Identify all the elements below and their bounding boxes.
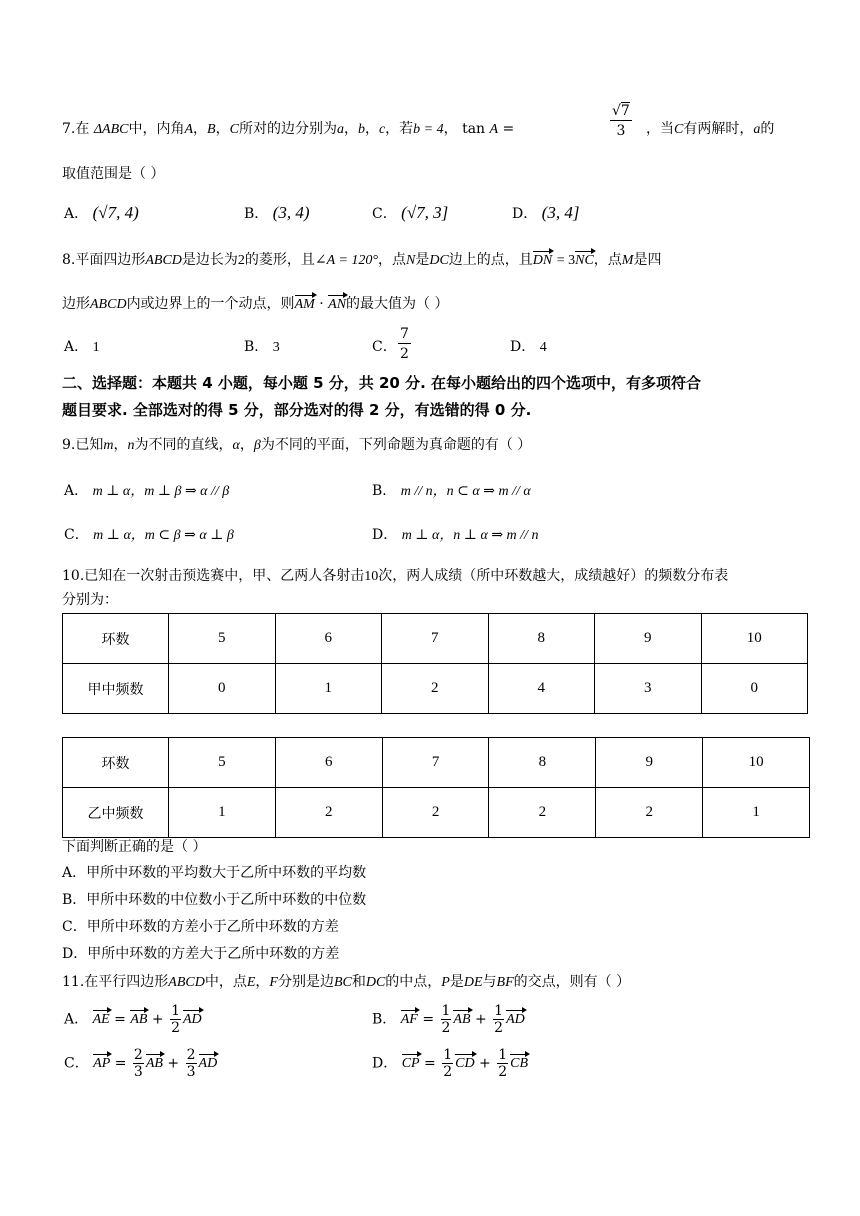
freq-table-jia — [62, 613, 808, 714]
table-cell: 8 — [488, 614, 595, 664]
q9-option-d: D． m ⊥ α，n ⊥ α ⇒ m // n — [372, 527, 539, 543]
table-cell: 9 — [595, 614, 702, 664]
q7-option-d: D． (3, 4] — [512, 203, 580, 222]
q8-stem-line2: 边形ABCD内或边界上的一个动点，则AM · AN的最大值为（ ） — [62, 296, 449, 312]
table-cell: 7 — [382, 738, 489, 788]
fraction: $\frac{1}{2}$ — [171, 1003, 180, 1037]
table-cell: 10 — [703, 738, 810, 788]
q8-option-d: D． 4 — [510, 339, 547, 355]
table-cell: 2 — [489, 788, 596, 838]
table-row — [63, 664, 808, 714]
table-cell: 6 — [275, 738, 382, 788]
vector-dn: DN — [532, 253, 553, 268]
table-cell: 7 — [382, 614, 489, 664]
table-cell: 8 — [489, 738, 596, 788]
table-cell: 2 — [275, 788, 382, 838]
q10-prompt: 下面判断正确的是（ ） — [62, 839, 207, 855]
q7-stem-line2: 取值范围是（ ） — [62, 166, 165, 182]
table-cell: 环数 — [63, 738, 169, 788]
fraction: $\frac{1}{2}$ — [494, 1003, 504, 1037]
table-cell: 乙中频数 — [63, 788, 169, 838]
table-cell: 1 — [169, 788, 276, 838]
table-cell: 2 — [382, 788, 489, 838]
q11-option-c: C． AP = $\frac{2}{3}$ AB + $\frac{2}{3}$ AD — [64, 1047, 218, 1081]
freq-table-yi — [62, 737, 810, 838]
fraction: $\frac{2}{3}$ — [133, 1047, 143, 1081]
table-cell: 1 — [275, 664, 382, 714]
q8-option-a: A． 1 — [64, 339, 100, 355]
q11-option-b: B． AF = $\frac{1}{2}$ AB + $\frac{1}{2}$ AD — [372, 1003, 525, 1037]
fraction: $\frac{2}{3}$ — [186, 1047, 196, 1081]
q10-stem-line2: 分别为： — [62, 592, 118, 608]
table-cell: 环数 — [63, 614, 169, 664]
q11-option-d: D． CP = $\frac{1}{2}$ CD + $\frac{1}{2}$ CB — [372, 1047, 529, 1081]
table-cell: 2 — [382, 664, 489, 714]
q7-option-a: A． (√7, 4) — [64, 203, 139, 222]
q7-option-c: C． (√7, 3] — [372, 203, 449, 222]
q9-option-b: B． m // n，n ⊂ α ⇒ m // α — [372, 483, 531, 499]
table-cell: 2 — [596, 788, 703, 838]
q9-stem: 9.已知m，n为不同的直线，α，β为不同的平面，下列命题为真命题的有（ ） — [62, 437, 532, 453]
vector-an: AN — [328, 297, 347, 312]
q7-option-b: B． (3, 4) — [244, 203, 310, 222]
q11-stem: 11.在平行四边形ABCD中，点E，F分别是边BC和DC的中点，P是DE与BF的交点，则有（ ） — [62, 974, 631, 990]
table-row — [63, 788, 810, 838]
q8-stem-line1: 8.平面四边形ABCD是边长为2的菱形，且∠A = 120°，点N是DC边上的点，且DN = 3NC，点M是四 — [62, 252, 662, 268]
q10-option-c: C．甲所中环数的方差小于乙所中环数的方差 — [62, 919, 339, 935]
table-cell: 甲中频数 — [63, 664, 169, 714]
table-cell: 0 — [169, 664, 276, 714]
table-cell: 10 — [701, 614, 808, 664]
table-cell: 4 — [488, 664, 595, 714]
table-cell: 1 — [703, 788, 810, 838]
q9-option-c: C． m ⊥ α，m ⊂ β ⇒ α ⊥ β — [64, 527, 234, 543]
q7-tan-fraction: √7 3 — [612, 103, 630, 139]
q11-option-a: A． AE = AB + $\frac{1}{2}$ AD — [64, 1003, 202, 1037]
section-heading-line1: 二、选择题：本题共 4 小题，每小题 5 分，共 20 分. 在每小题给出的四个选项中，有多项符合 — [62, 374, 702, 392]
fraction: $\frac{1}{2}$ — [441, 1003, 451, 1037]
q10-stem-line1: 10.已知在一次射击预选赛中，甲、乙两人各射击10次，两人成绩（所中环数越大，成绩越好）的频数分布表 — [62, 568, 729, 584]
q10-option-d: D．甲所中环数的方差大于乙所中环数的方差 — [62, 946, 340, 962]
table-cell: 5 — [169, 614, 276, 664]
table-cell: 5 — [169, 738, 276, 788]
table-row — [63, 738, 810, 788]
table-cell: 9 — [596, 738, 703, 788]
q8-option-b: B． 3 — [244, 339, 280, 355]
q9-option-a: A． m ⊥ α，m ⊥ β ⇒ α // β — [64, 483, 230, 499]
table-cell: 0 — [701, 664, 808, 714]
table-cell: 3 — [595, 664, 702, 714]
fraction: $\frac{1}{2}$ — [498, 1047, 508, 1081]
q7-stem-line1-tail: ，当C有两解时，a的 — [646, 121, 775, 137]
table-cell: 6 — [275, 614, 382, 664]
table-row — [63, 614, 808, 664]
q8-option-c-fraction: 7 2 — [400, 326, 409, 362]
q10-option-b: B．甲所中环数的中位数小于乙所中环数的中位数 — [62, 892, 367, 908]
q7-stem-line1: 7.在 ΔABC中，内角A，B，C所对的边分别为a，b，c，若b = 4， tan A = — [62, 121, 515, 137]
q10-option-a: A．甲所中环数的平均数大于乙所中环数的平均数 — [62, 865, 367, 881]
fraction: $\frac{1}{2}$ — [443, 1047, 453, 1081]
section-heading-line2: 题目要求. 全部选对的得 5 分，部分选对的得 2 分，有选错的得 0 分. — [62, 401, 532, 419]
q8-option-c-label: C． — [372, 339, 397, 355]
vector-am: AM — [294, 297, 315, 312]
vector-nc: NC — [575, 253, 594, 268]
